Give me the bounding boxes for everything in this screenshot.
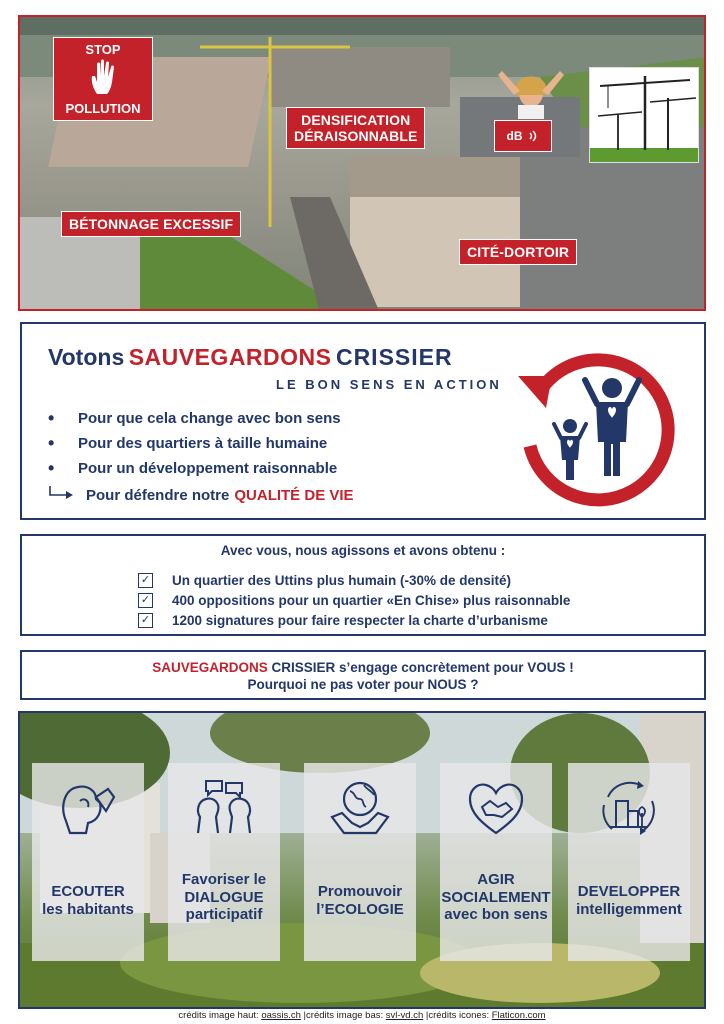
bullet-text: Pour un développement raisonnable (78, 460, 338, 477)
stop-pollution-badge (53, 37, 153, 121)
globe-in-hands-icon (328, 777, 392, 841)
pillar-ecology (304, 763, 416, 961)
hand-stop-icon (89, 58, 119, 96)
campaign-title (48, 344, 453, 371)
pillar-label-line: Favoriser le (181, 871, 267, 888)
cranes-image (589, 67, 699, 163)
sound-waves-icon (528, 129, 540, 143)
achievement-text: 1200 signatures pour faire respecter la charte d’urbanisme (172, 612, 548, 628)
commitment-text: CRISSIER s’engage concrètement pour VOUS ! (267, 660, 574, 675)
credits-text: crédits image haut: (178, 1010, 262, 1021)
title-votons: Votons (48, 344, 125, 370)
sustainable-city-icon (596, 777, 660, 841)
dialogue-heads-icon (192, 777, 256, 841)
bullet-dot-icon: • (48, 458, 55, 478)
cranes-icon (590, 68, 698, 162)
pillar-listen (32, 763, 144, 961)
commitment-line2: Pourquoi ne pas voter pour NOUS ? (247, 677, 479, 692)
image-credits (0, 1010, 724, 1021)
commitment-brand: SAUVEGARDONS (152, 660, 268, 675)
achievement-text: 400 oppositions pour un quartier «En Chise» plus raisonnable (172, 592, 571, 608)
credit-link-flaticon[interactable]: Flaticon.com (491, 1010, 546, 1021)
pillar-label-line: DEVELOPPER (577, 883, 681, 900)
achievements-list (138, 570, 570, 630)
pillar-label-line: ECOUTER (51, 883, 125, 900)
checkbox-checked-icon: ✓ (138, 593, 153, 608)
pillar-label-line: AGIR (477, 871, 515, 888)
pillar-dialogue (168, 763, 280, 961)
pillar-label-line: DIALOGUE (184, 888, 264, 906)
pillar-social (440, 763, 552, 961)
slogan: LE BON SENS EN ACTION (276, 377, 502, 392)
pillar-develop (568, 763, 690, 961)
credits-text: |crédits image bas: (300, 1010, 386, 1021)
checkbox-checked-icon: ✓ (138, 573, 153, 588)
pillar-label (304, 883, 416, 918)
bullet-text: Pour des quartiers à taille humaine (78, 435, 328, 452)
pillar-label (32, 883, 144, 918)
quality-line-text: Pour défendre notre (86, 486, 230, 504)
bullet-dot-icon: • (48, 408, 55, 428)
credits-text: |crédits icones: (423, 1010, 492, 1021)
achievements-heading: Avec vous, nous agissons et avons obtenu : (220, 543, 506, 558)
list-item (138, 590, 570, 610)
quality-of-life-line (48, 486, 354, 504)
credit-link-oassis[interactable]: oassis.ch (261, 1010, 301, 1021)
bullet-dot-icon: • (48, 433, 55, 453)
tag-densification-line1: DENSIFICATION (301, 112, 411, 128)
pillar-label-line: SOCIALEMENT (441, 888, 551, 906)
pillar-label-line: intelligemment (576, 900, 682, 918)
pillar-label (440, 871, 552, 924)
list-item (48, 431, 341, 456)
achievements-card (20, 534, 706, 636)
noise-db-badge (494, 120, 552, 152)
goals-list (48, 406, 341, 481)
pillar-label (168, 871, 280, 924)
family-circle-logo-icon (500, 336, 676, 512)
tag-betonnage: BÉTONNAGE EXCESSIF (61, 211, 241, 237)
listening-ear-icon (56, 777, 120, 841)
list-item (138, 570, 570, 590)
tag-densification-line2: DÉRAISONNABLE (294, 128, 418, 145)
arrow-right-icon (48, 486, 86, 504)
checkbox-checked-icon: ✓ (138, 613, 153, 628)
title-crissier: CRISSIER (335, 344, 453, 370)
quality-highlight: QUALITÉ DE VIE (234, 486, 354, 504)
pillar-label-line: participatif (185, 906, 263, 924)
woman-covering-ears-photo (492, 65, 570, 119)
pillar-label-line: Promouvoir (317, 883, 403, 900)
list-item (48, 456, 341, 481)
credit-link-svl[interactable]: svl-vd.ch (385, 1010, 424, 1021)
bottom-garden-photo (18, 711, 706, 1009)
stop-title: STOP (85, 42, 121, 57)
title-sauvegardons: SAUVEGARDONS (128, 344, 332, 370)
list-item (48, 406, 341, 431)
list-item (138, 610, 570, 630)
top-construction-photo (18, 15, 706, 311)
program-card (20, 322, 706, 520)
bullet-text: Pour que cela change avec bon sens (78, 410, 341, 427)
pillar-label-line: l’ECOLOGIE (316, 900, 404, 918)
achievement-text: Un quartier des Uttins plus humain (-30% de densité) (172, 572, 512, 588)
commitment-card (20, 650, 706, 700)
tag-cite-dortoir: CITÉ-DORTOIR (459, 239, 577, 265)
pillar-label (568, 883, 690, 918)
commitment-line1 (22, 660, 704, 675)
pillar-label-line: avec bon sens (444, 906, 548, 924)
tag-densification (286, 107, 425, 149)
pillar-label-line: les habitants (42, 900, 134, 918)
db-label: dB (506, 129, 523, 143)
heart-handshake-icon (464, 777, 528, 841)
stop-subtitle: POLLUTION (65, 101, 141, 116)
